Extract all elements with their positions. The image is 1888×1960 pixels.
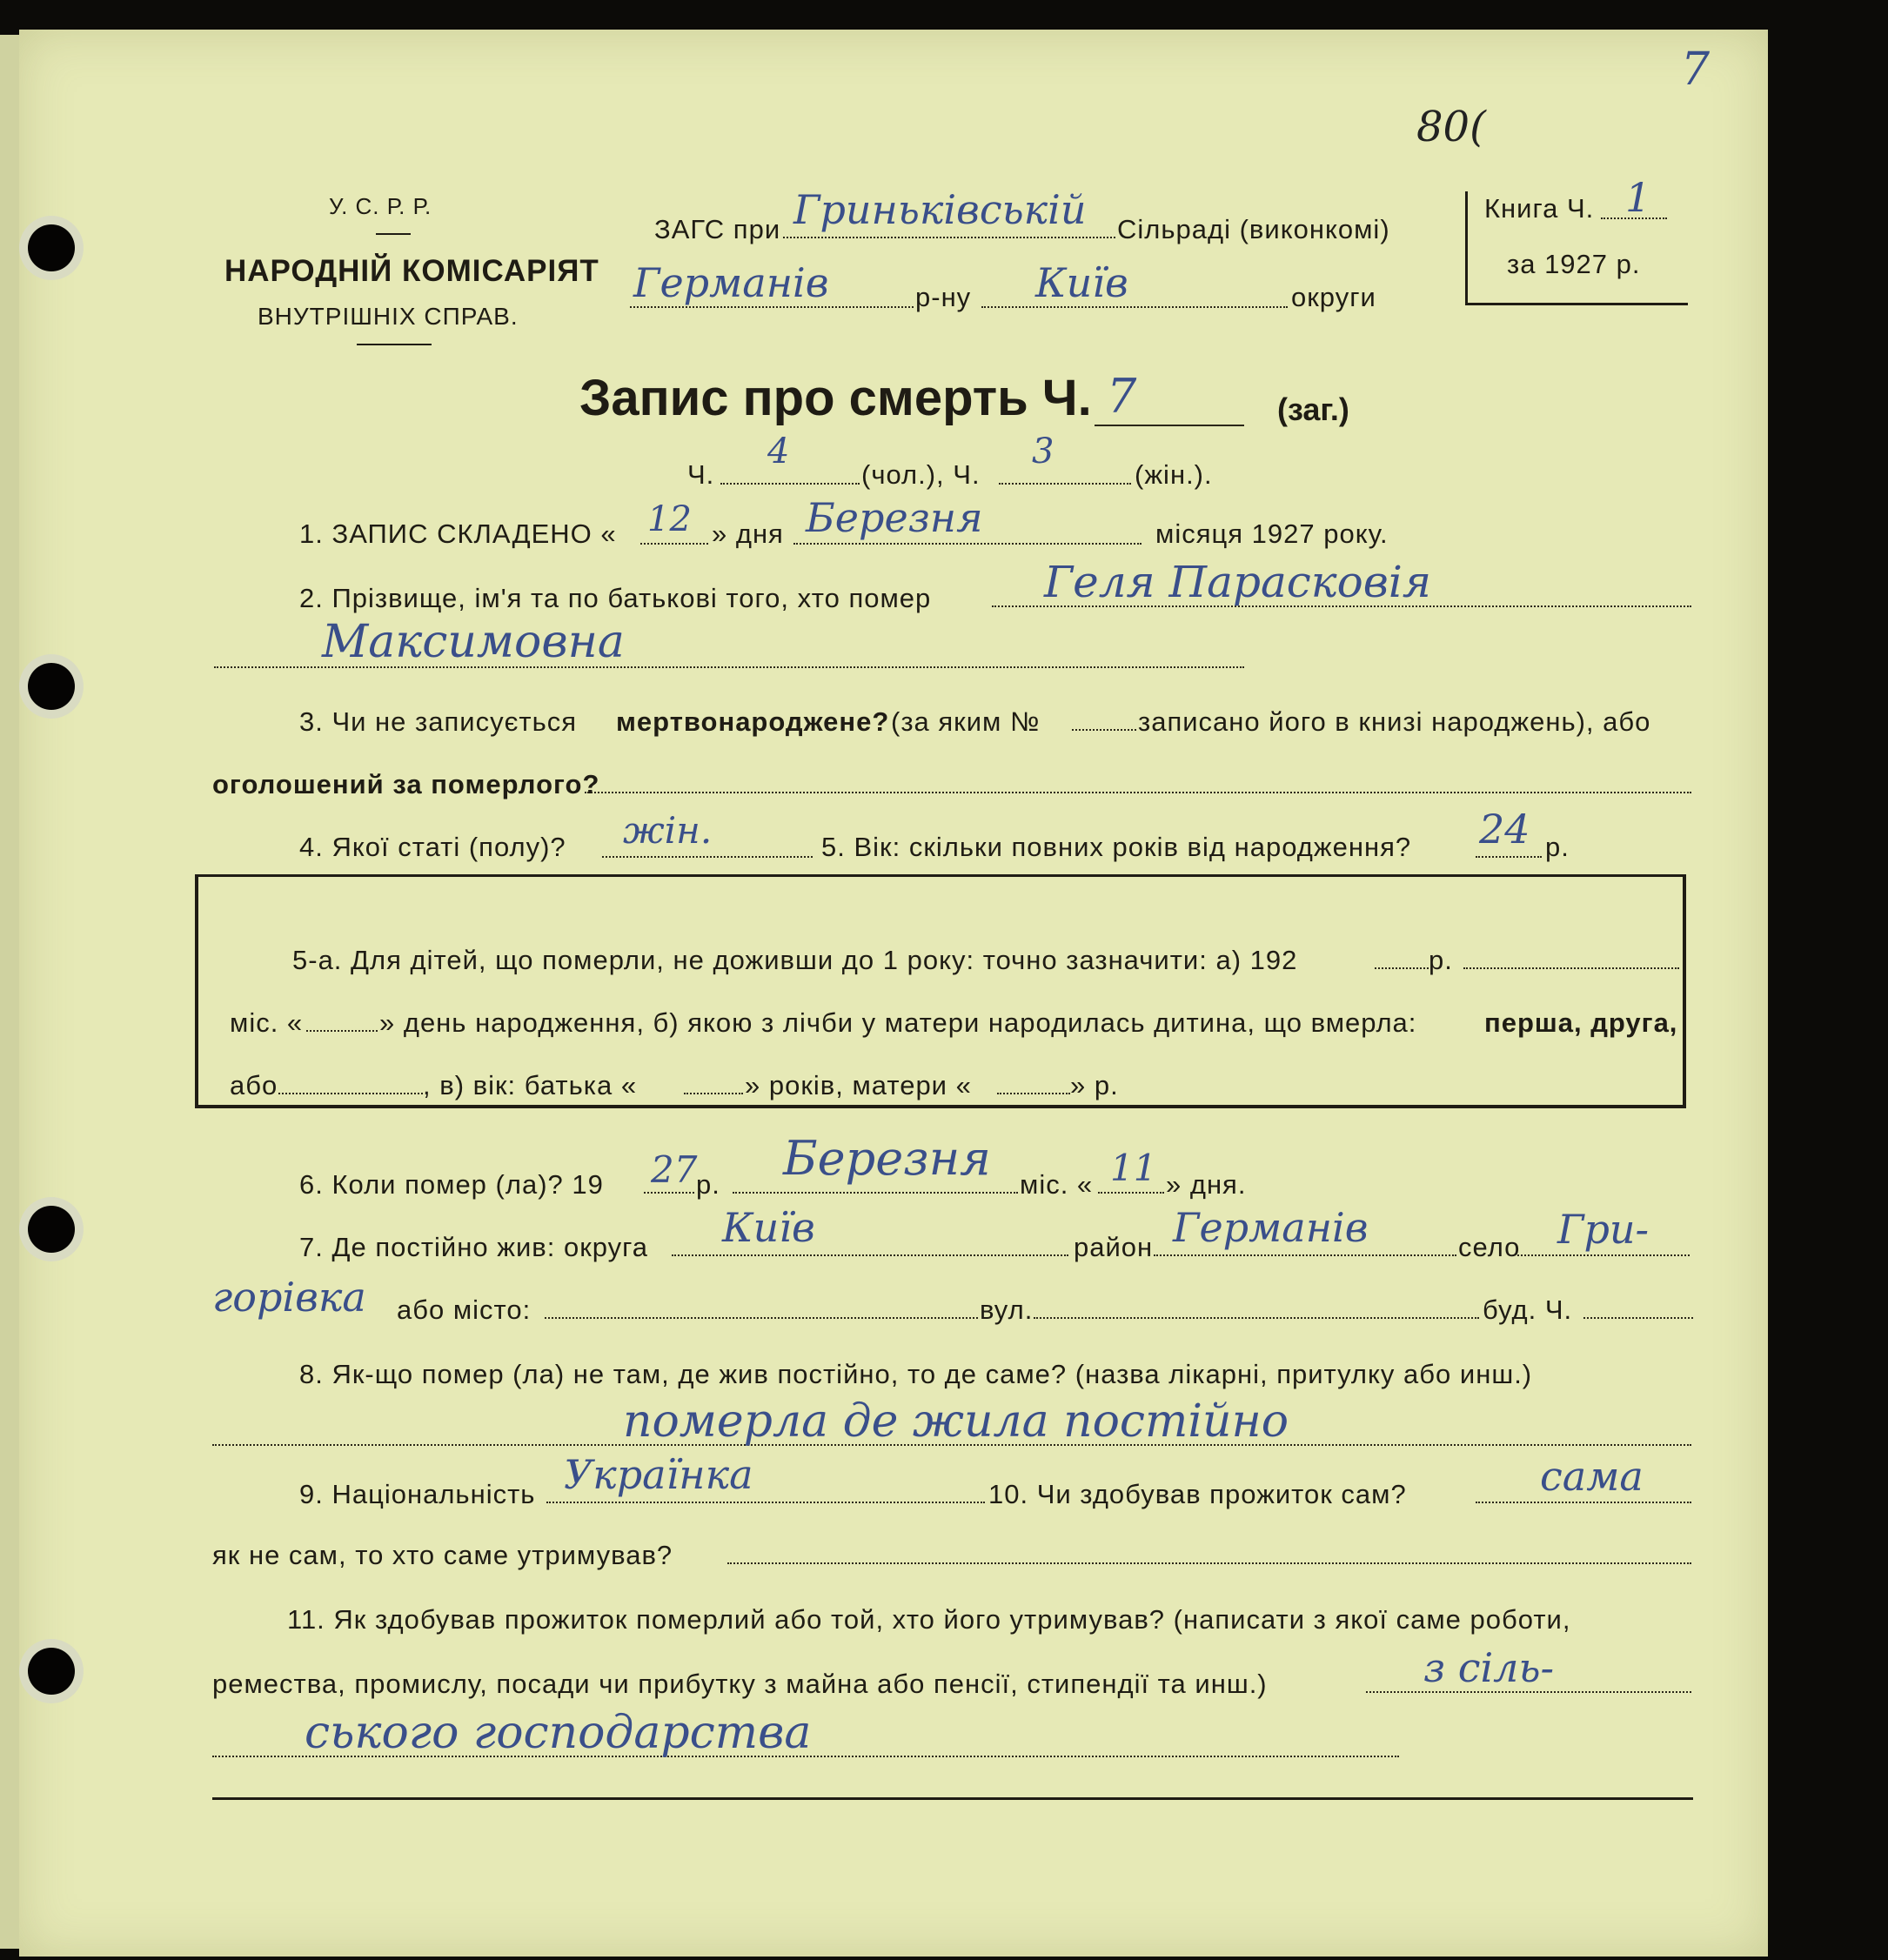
binding-hole [28,1206,75,1253]
field-5a-father-age [684,1093,743,1094]
field-7-selo-handwritten-cont: горівка [212,1274,366,1321]
field-3-mid: (за яким № [891,706,1041,737]
top-archive-mark: 80( [1416,103,1486,151]
field-11-answer [1366,1691,1691,1693]
zags-label: ЗАГС при [654,214,781,244]
record-suffix: (заг.) [1277,391,1349,427]
field-10-supporter [727,1562,1691,1564]
field-5a-line3a: , в) вік: батька « [423,1070,638,1100]
field-7-rayon: район [1074,1232,1154,1262]
field-7-selo-handwritten: Гри- [1557,1206,1650,1253]
ch-label: Ч. [687,459,715,490]
field-4-label: 4. Якої статі (полу)? [299,832,566,862]
bottom-rule [212,1797,1693,1800]
field-5-handwritten: 24 [1479,806,1530,853]
divider [357,344,432,345]
field-2-name-handwritten: Геля Парасковія [1044,557,1431,607]
male-count-field [720,483,860,485]
field-6-mis: міс. « [1020,1169,1094,1200]
field-5a-line3b: » років, матери « [745,1070,972,1100]
field-5a-r: р. [1429,945,1453,975]
field-5-end: р. [1545,832,1570,862]
field-10-answer [1476,1502,1691,1503]
field-1-day [640,543,708,545]
field-5a-year [1375,967,1429,969]
field-5a-month [1463,967,1679,969]
field-6-month-handwritten: Березня [783,1131,991,1186]
field-5-label: 5. Вік: скільки повних років від народження? [821,832,1412,862]
district-handwritten: Германів [633,259,829,306]
okrug-field [981,306,1288,308]
field-2-label: 2. Прізвище, ім'я та по батькові того, хто помер [299,583,932,613]
book-box-bottom [1465,303,1688,305]
field-6-r: р. [696,1169,720,1200]
binding-hole [28,663,75,710]
field-11-label: 11. Як здобував прожиток померлий або той, хто його утримував? (написати з якої саме роботи, [287,1604,1571,1635]
field-4-handwritten: жін. [623,809,713,852]
field-2-patronymic-handwritten: Максимовна [322,616,625,668]
field-6-label: 6. Коли помер (ла)? 19 [299,1169,604,1200]
field-6-day [1098,1192,1164,1194]
field-3-declared: оголошений за померлого? [212,769,600,799]
field-10-handwritten: сама [1540,1453,1644,1500]
field-1-mid: » дня [712,518,784,549]
field-7-okrug [672,1254,1068,1256]
field-5a-day [306,1030,378,1032]
council-label: Сільраді (виконкомі) [1117,214,1390,244]
record-number-field [1095,425,1244,426]
field-9-label: 9. Національність [299,1479,536,1509]
male-label: (чол.), Ч. [861,459,981,490]
field-1-month-handwritten: Березня [806,494,983,541]
field-11-handwritten: з сіль- [1423,1644,1555,1691]
field-6-end: » дня. [1166,1169,1247,1200]
field-10-sub: як не сам, то хто саме утримував? [212,1540,673,1570]
female-label: (жін.). [1135,459,1213,490]
book-year: за 1927 р. [1507,249,1641,279]
field-7-house [1583,1317,1693,1319]
field-5a-abo: або [230,1070,278,1100]
field-3-declared-field [585,792,1691,793]
field-10-label: 10. Чи здобував прожиток сам? [988,1479,1407,1509]
district-label: р-ну [915,282,972,312]
field-7-bud: буд. Ч. [1483,1294,1573,1325]
field-8-handwritten: померла де жила постійно [623,1395,1289,1448]
field-1-day-handwritten: 12 [647,499,692,539]
field-5a-order [278,1093,423,1094]
zags-handwritten: Гриньківській [793,186,1087,233]
record-number-handwritten: 7 [1107,369,1137,424]
ministry-title: НАРОДНІЙ КОМІСАРІЯТ [224,254,599,288]
field-9-nationality [546,1502,985,1503]
field-9-handwritten: Українка [564,1451,753,1498]
field-1-label: 1. ЗАПИС СКЛАДЕНО « [299,518,617,549]
field-11-handwritten-cont: ського господарства [305,1707,812,1759]
field-11-line2: ремества, промислу, посади чи прибутку з майна або пенсії, стипендії та инш.) [212,1669,1268,1699]
record-title: Запис про смерть Ч. [579,370,1092,426]
field-6-month [733,1192,1018,1194]
field-7-abo: або місто: [397,1294,532,1325]
field-6-day-handwritten: 11 [1110,1147,1157,1189]
field-6-year-handwritten: 27 [651,1148,698,1191]
binding-hole [28,1648,75,1695]
field-7-okrug-handwritten: Київ [722,1204,815,1251]
field-5-age [1476,856,1542,858]
field-8-label: 8. Як-що помер (ла) не там, де жив постійно, то де саме? (назва лікарні, притулку або инш.) [299,1359,1533,1389]
ministry-subtitle: ВНУТРІШНІХ СПРАВ. [258,303,519,330]
book-box-left [1465,191,1468,304]
field-7-label: 7. Де постійно жив: округа [299,1232,649,1262]
field-7-city [545,1317,978,1319]
country-label: У. С. Р. Р. [329,193,432,219]
field-7-selo-field [1517,1254,1690,1256]
book-number-handwritten: 1 [1625,174,1651,221]
corner-page-mark: 7 [1681,43,1711,96]
field-7-rayon-field [1154,1254,1456,1256]
book-label: Книга Ч. [1484,193,1595,224]
field-7-selo: село [1458,1232,1521,1262]
zags-field [783,237,1115,238]
okrug-handwritten: Київ [1035,259,1128,306]
field-1-month [793,543,1142,545]
field-5a-bold: перша, друга, [1484,1007,1678,1038]
okrug-label: округи [1291,282,1376,312]
field-3-stillborn: мертвонароджене? [616,706,890,737]
field-7-vul: вул. [980,1294,1034,1325]
field-1-end: місяця 1927 року. [1155,518,1389,549]
field-5a-line1: 5-а. Для дітей, що померли, не доживши до 1 року: точно зазначити: а) 192 [292,945,1298,975]
female-count-handwritten: 3 [1032,431,1054,472]
field-5a-mother-age [997,1093,1070,1094]
field-5a-line2: » день народження, б) якою з лічби у матери народилась дитина, що вмерла: [379,1007,1417,1038]
field-4-sex [602,856,813,858]
male-count-handwritten: 4 [767,431,790,472]
field-3-number [1072,729,1136,731]
binding-hole [28,224,75,271]
previous-page-edge [0,35,19,1949]
district-field [630,306,914,308]
female-count-field [999,483,1131,485]
field-5a-line3c: » р. [1070,1070,1119,1100]
field-7-rayon-handwritten: Германів [1173,1204,1369,1251]
divider [376,233,411,235]
field-6-year [644,1192,694,1194]
field-3-label: 3. Чи не записується [299,706,578,737]
field-7-street [1034,1317,1479,1319]
field-3-end: записано його в книзі народжень), або [1138,706,1651,737]
field-5a-mis: міс. « [230,1007,304,1038]
